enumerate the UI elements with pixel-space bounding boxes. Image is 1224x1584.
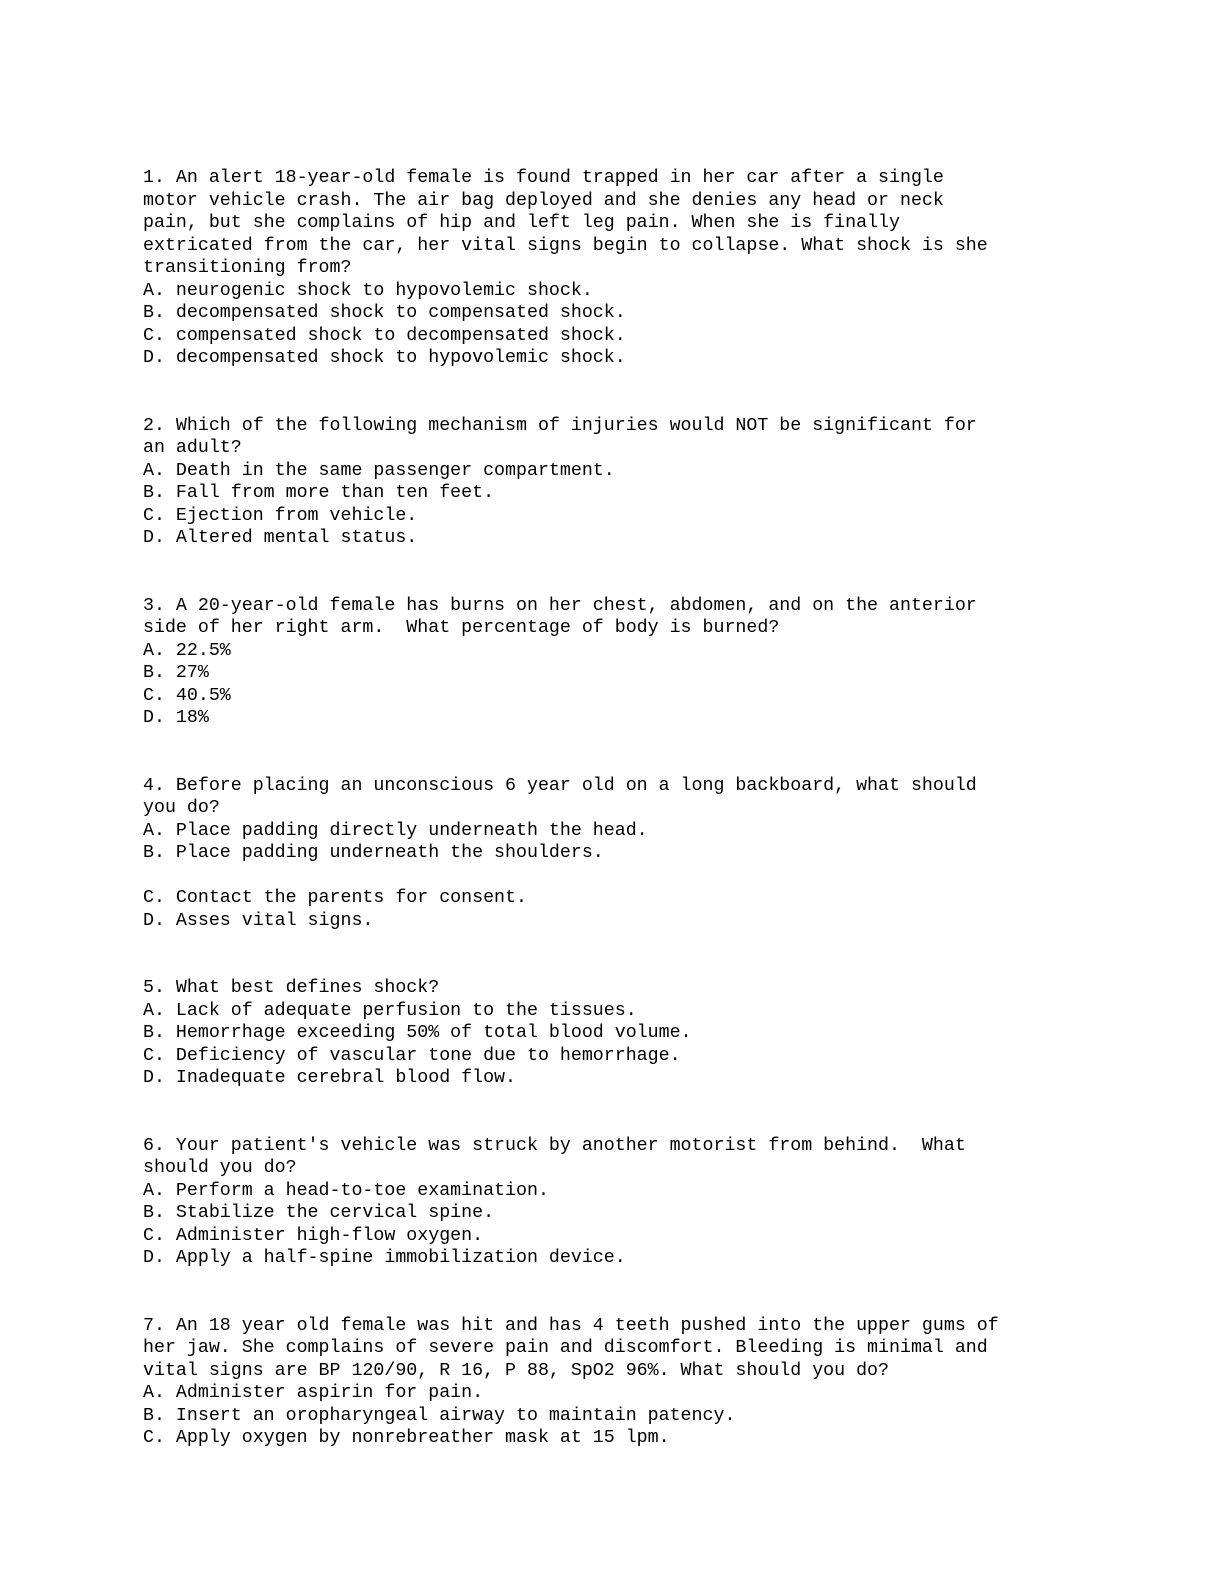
option-c: C. Administer high-flow oxygen. xyxy=(143,1225,484,1246)
option-c: C. Ejection from vehicle. xyxy=(143,505,418,526)
answer-options xyxy=(143,820,1143,933)
question-6 xyxy=(143,1135,1143,1270)
option-b: B. decompensated shock to compensated shock. xyxy=(143,303,626,323)
answer-options xyxy=(143,1180,1143,1270)
option-c: C. compensated shock to decompensated shock. xyxy=(143,325,626,346)
option-d: D. Altered mental status. xyxy=(143,528,418,548)
option-d: D. Asses vital signs. xyxy=(143,910,374,931)
option-a: A. 22.5% xyxy=(143,640,231,661)
question-text: 1. An alert 18-year-old female is found trapped in her car after a single motor vehicle crash. The air bag deployed and she denies any head or neck pain, but she complains of hip and left leg pain. When she is finally extricated from the car, her vital signs begin to collapse. What shock is she transitioning from? xyxy=(143,168,988,278)
question-text: 7. An 18 year old female was hit and has 4 teeth pushed into the upper gums of her jaw. She complains of severe pain and discomfort. Bleeding is minimal and vital signs are BP 120/90, R 16, P 88, SpO2 96%. What should you do? xyxy=(143,1315,999,1381)
option-b: B. Hemorrhage exceeding 50% of total blood volume. xyxy=(143,1023,692,1043)
answer-options xyxy=(143,640,1143,730)
option-b: B. Fall from more than ten feet. xyxy=(143,483,495,503)
option-d: D. decompensated shock to hypovolemic shock. xyxy=(143,348,626,368)
option-d: D. 18% xyxy=(143,708,209,728)
option-b: B. Place padding underneath the shoulders. xyxy=(143,843,604,863)
question-7 xyxy=(143,1315,1143,1450)
answer-options xyxy=(143,1000,1143,1090)
question-4 xyxy=(143,775,1143,933)
question-text: 4. Before placing an unconscious 6 year old on a long backboard, what should you do? xyxy=(143,775,977,818)
option-d: D. Inadequate cerebral blood flow. xyxy=(143,1068,516,1088)
option-d: D. Apply a half-spine immobilization device. xyxy=(143,1248,626,1268)
question-3 xyxy=(143,595,1143,730)
document-body xyxy=(143,167,1143,1450)
question-text: 2. Which of the following mechanism of injuries would NOT be significant for an adult? xyxy=(143,415,977,458)
option-a: A. Place padding directly underneath the head. xyxy=(143,820,648,841)
answer-options xyxy=(143,460,1143,550)
option-c: C. Deficiency of vascular tone due to hemorrhage. xyxy=(143,1045,681,1066)
question-text: 6. Your patient's vehicle was struck by another motorist from behind. What should you do? xyxy=(143,1135,966,1178)
question-1 xyxy=(143,167,1143,370)
question-text: 5. What best defines shock? xyxy=(143,978,440,998)
option-b: B. Stabilize the cervical spine. xyxy=(143,1203,495,1223)
answer-options xyxy=(143,280,1143,370)
option-b: B. Insert an oropharyngeal airway to maintain patency. xyxy=(143,1405,736,1426)
option-a: A. Perform a head-to-toe examination. xyxy=(143,1180,549,1201)
option-c: C. Apply oxygen by nonrebreather mask at 15 lpm. xyxy=(143,1428,670,1448)
question-5 xyxy=(143,977,1143,1090)
option-a: A. Lack of adequate perfusion to the tissues. xyxy=(143,1000,637,1021)
option-a: A. neurogenic shock to hypovolemic shock. xyxy=(143,280,593,301)
question-2 xyxy=(143,415,1143,550)
answer-options xyxy=(143,1382,1143,1450)
option-a: A. Death in the same passenger compartment. xyxy=(143,460,615,481)
option-c: C. Contact the parents for consent. xyxy=(143,888,527,908)
question-text: 3. A 20-year-old female has burns on her chest, abdomen, and on the anterior side of her right arm. What percentage of body is burned? xyxy=(143,595,977,638)
option-c: C. 40.5% xyxy=(143,685,231,706)
option-b: B. 27% xyxy=(143,663,209,683)
option-a: A. Administer aspirin for pain. xyxy=(143,1383,484,1403)
